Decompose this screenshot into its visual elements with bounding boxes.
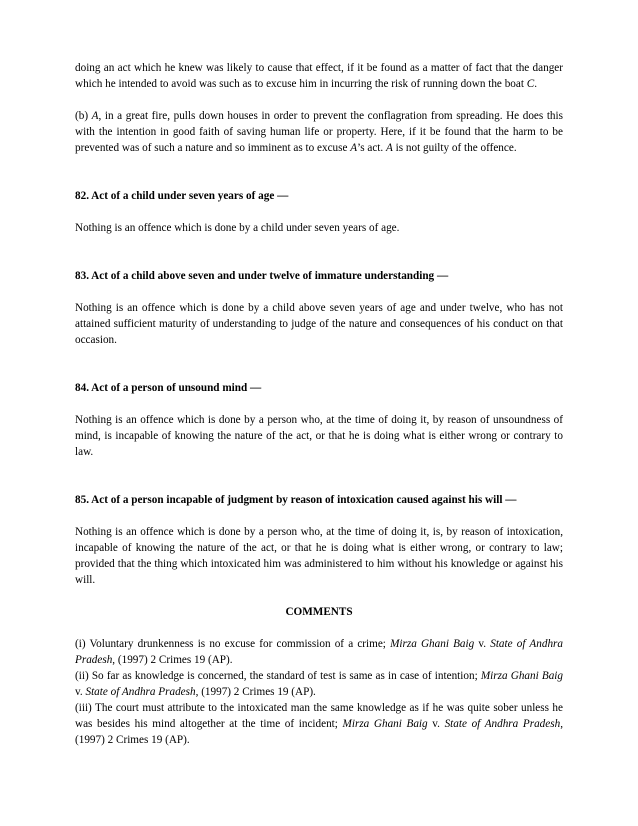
party-a-label: A xyxy=(350,142,358,154)
case-party-2: State of Andhra Pradesh xyxy=(444,718,561,730)
case-versus: v. xyxy=(427,718,445,730)
spacer xyxy=(75,236,563,268)
boat-label: C xyxy=(526,78,535,90)
case-citation: , (1997) 2 Crimes 19 (AP). xyxy=(195,686,316,698)
illustration-b-prefix: (b) xyxy=(75,110,92,122)
spacer xyxy=(75,460,563,492)
spacer xyxy=(75,204,563,220)
illustration-b-text-3: is not guilty of the offence. xyxy=(392,142,517,154)
illustration-a-continuation xyxy=(75,60,563,92)
spacer xyxy=(75,396,563,412)
illustration-b-text-2: ’s act. xyxy=(357,142,387,154)
spacer xyxy=(75,284,563,300)
case-citation: , (1997) 2 Crimes 19 (AP). xyxy=(112,654,233,666)
section-82-heading: 82. Act of a child under seven years of age — xyxy=(75,190,289,202)
section-85-heading: 85. Act of a person incapable of judgment by reason of intoxication caused against his will — xyxy=(75,494,517,506)
case-versus: v. xyxy=(474,638,491,650)
continuation-text: doing an act which he knew was likely to cause that effect, if it be found as a matter of fact that the danger which he intended to avoid was such as to excuse him in incurring the risk of running down the boat xyxy=(75,62,563,90)
spacer xyxy=(75,620,563,636)
section-84-heading: 84. Act of a person of unsound mind — xyxy=(75,382,262,394)
comment-item xyxy=(75,636,563,668)
case-citation: , (1997) 2 Crimes 19 (AP). xyxy=(75,718,563,746)
comment-text: (ii) So far as knowledge is concerned, the standard of test is same as in case of intention; xyxy=(75,670,481,682)
section-84-body: Nothing is an offence which is done by a person who, at the time of doing it, by reason of unsoundness of mind, is incapable of knowing the nature of the act, or that he is doing what is either wrong or contrary to law. xyxy=(75,414,563,458)
comment-item xyxy=(75,668,563,700)
document-page xyxy=(75,60,563,748)
comment-text: (i) Voluntary drunkenness is no excuse for commission of a crime; xyxy=(75,638,391,650)
comment-item xyxy=(75,700,563,748)
party-a-label: A xyxy=(386,142,393,154)
section-82-body: Nothing is an offence which is done by a child under seven years of age. xyxy=(75,222,400,234)
spacer xyxy=(75,508,563,524)
case-versus: v. xyxy=(75,686,86,698)
illustration-b xyxy=(75,108,563,156)
comment-text: (iii) The court must attribute to the intoxicated man the same knowledge as if he was quite sober unless he was besides his mind altogether at the time of incident; xyxy=(75,702,563,730)
party-a-label: A xyxy=(91,110,99,122)
spacer xyxy=(75,156,563,188)
continuation-end: . xyxy=(534,78,538,90)
section-85-body: Nothing is an offence which is done by a person who, at the time of doing it, is, by reason of intoxication, incapable of knowing the nature of the act, or that he is doing what is either wrong, or contrary to law; provided that the thing which intoxicated him was administered to him without his knowledge or against his will. xyxy=(75,526,563,586)
spacer xyxy=(75,92,563,108)
case-party-1: Mirza Ghani Baig xyxy=(342,718,428,730)
spacer xyxy=(75,588,563,604)
case-party-2: State of Andhra Pradesh xyxy=(75,638,563,666)
case-party-1: Mirza Ghani Baig xyxy=(390,638,475,650)
comments-title: COMMENTS xyxy=(285,606,353,618)
case-party-2: State of Andhra Pradesh xyxy=(85,686,196,698)
case-party-1: Mirza Ghani Baig xyxy=(480,670,564,682)
section-83-body: Nothing is an offence which is done by a child above seven years of age and under twelve, who has not attained sufficient maturity of understanding to judge of the nature and consequences of his conduct on that occasion. xyxy=(75,302,563,346)
illustration-b-text-1: , in a great fire, pulls down houses in order to prevent the conflagration from spreading. He does this with the intention in good faith of saving human life or property. Here, if it be found that the harm to be prevented was of such a nature and so imminent as to excuse xyxy=(75,110,563,154)
section-83-heading: 83. Act of a child above seven and under twelve of immature understanding — xyxy=(75,270,449,282)
spacer xyxy=(75,348,563,380)
